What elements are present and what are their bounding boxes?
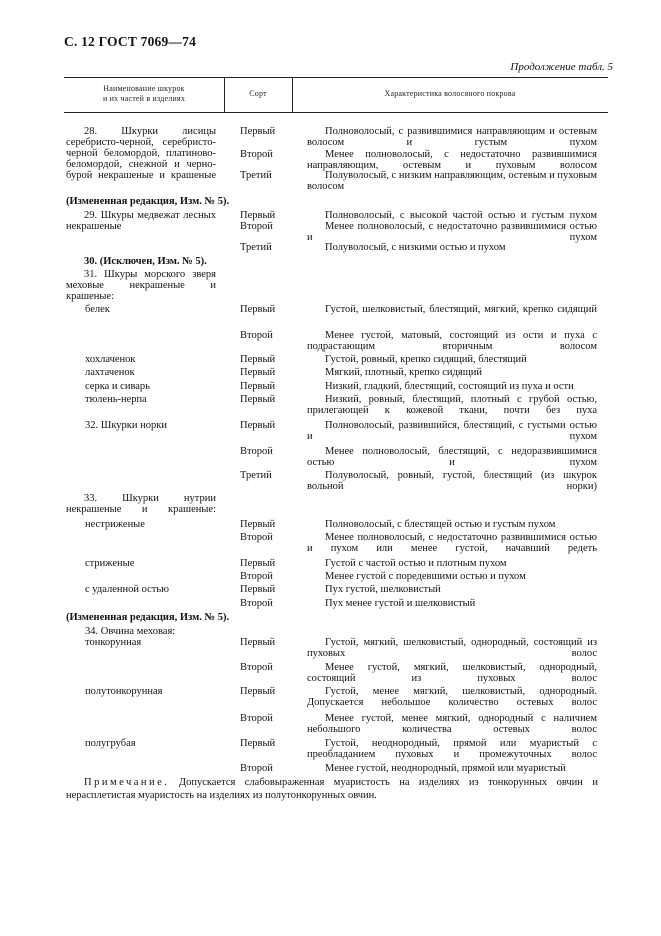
grade: Первый xyxy=(240,354,276,365)
characteristic: Мягкий, плотный, крепко сидящий xyxy=(325,367,483,378)
characteristic: Полноволосый, с развившимися направляющим и остевым волосом и густым пухом xyxy=(307,126,597,148)
header-name: Наименование шкурок и их частей в изделиях xyxy=(102,84,186,103)
characteristic: Менее полноволосый, с недостаточно развившимися остью и пухом xyxy=(307,221,597,243)
item-name: 31. Шкуры морского зверя меховые некрашеные и крашеные: xyxy=(66,269,216,302)
characteristic: Низкий, гладкий, блестящий, состоящий из пуха и ости xyxy=(325,381,574,392)
characteristic: Пух густой, шелковистый xyxy=(325,584,441,595)
column-divider-2 xyxy=(292,77,293,112)
grade: Первый xyxy=(240,584,276,595)
characteristic: Густой, менее мягкий, шелковистый, однородный. Допускается небольшое количество остевых волос xyxy=(307,686,597,708)
header-characteristic: Характеристика волосяного покрова xyxy=(384,89,516,98)
grade: Первый xyxy=(240,637,276,648)
grade: Первый xyxy=(240,367,276,378)
amendment-note: (Измененная редакция, Изм. № 5). xyxy=(66,612,230,623)
characteristic: Густой, мягкий, шелковистый, однородный, состоящий из пуховых волос xyxy=(307,637,597,659)
grade: Второй xyxy=(240,713,273,724)
item-subname: стриженые xyxy=(85,558,135,569)
grade: Первый xyxy=(240,304,276,315)
grade: Второй xyxy=(240,571,273,582)
characteristic: Густой с частой остью и плотным пухом xyxy=(325,558,507,569)
footnote-label: Примечание. xyxy=(84,777,170,788)
footnote xyxy=(66,776,598,802)
grade: Второй xyxy=(240,446,273,457)
grade: Второй xyxy=(240,149,273,160)
characteristic: Менее густой с поредевшими остью и пухом xyxy=(325,571,526,582)
characteristic: Полуволосый, с низким направляющим, остевым и пуховым волосом xyxy=(307,170,597,192)
item-subname: серка и сиварь xyxy=(85,381,150,392)
item-subname: лахтаченок xyxy=(85,367,135,378)
item-subname: тюлень-нерпа xyxy=(85,394,147,405)
characteristic: Менее густой, мягкий, шелковистый, однородный, состоящий из пуховых волос xyxy=(307,662,597,684)
grade: Первый xyxy=(240,381,276,392)
characteristic: Менее полноволосый, с недостаточно развившимися остью и пухом или менее густой, начавший редеть xyxy=(307,532,597,554)
item-subname: хохлаченок xyxy=(85,354,136,365)
item-subname: полугрубая xyxy=(85,738,136,749)
excluded-item: 30. (Исключен, Изм. № 5). xyxy=(84,256,207,267)
characteristic: Полноволосый, с высокой частой остью и густым пухом xyxy=(325,210,597,221)
grade: Третий xyxy=(240,470,272,481)
grade: Третий xyxy=(240,242,272,253)
grade: Первый xyxy=(240,686,276,697)
continuation-label: Продолжение табл. 5 xyxy=(510,61,613,73)
item-name: 32. Шкурки норки xyxy=(85,420,167,431)
characteristic: Менее густой, матовый, состоящий из ости и пуха с подрастающим вторичным волосом xyxy=(307,330,597,352)
grade: Первый xyxy=(240,558,276,569)
grade: Первый xyxy=(240,126,276,137)
characteristic: Полуволосый, с низкими остью и пухом xyxy=(325,242,506,253)
header-grade: Сорт xyxy=(249,89,267,98)
characteristic: Густой, ровный, крепко сидящий, блестящий xyxy=(325,354,527,365)
characteristic: Пух менее густой и шелковистый xyxy=(325,598,476,609)
characteristic: Густой, неоднородный, прямой или муаристый с преобладанием пуховых и промежуточных волос xyxy=(307,738,597,760)
item-name: 29. Шкуры медвежат лесных некрашеные xyxy=(66,210,216,232)
grade: Второй xyxy=(240,532,273,543)
item-subname: тонкорунная xyxy=(85,637,142,648)
characteristic: Менее полноволосый, с недостаточно развившимися направляющим, остевым и пуховым волосом xyxy=(307,149,597,171)
grade: Третий xyxy=(240,170,272,181)
grade: Второй xyxy=(240,598,273,609)
characteristic: Менее полноволосый, блестящий, с недоразвившимися остью и пухом xyxy=(307,446,597,468)
grade: Второй xyxy=(240,221,273,232)
item-subname: белек xyxy=(85,304,110,315)
characteristic: Густой, шелковистый, блестящий, мягкий, крепко сидящий xyxy=(325,304,597,315)
item-name: 33. Шкурки нутрии некрашеные и крашеные: xyxy=(66,493,216,515)
characteristic: Менее густой, неоднородный, прямой или муаристый xyxy=(325,763,566,774)
grade: Первый xyxy=(240,738,276,749)
item-subname: с удаленной остью xyxy=(85,584,169,595)
column-divider-1 xyxy=(224,77,225,112)
table-header-rule xyxy=(64,112,608,113)
grade: Второй xyxy=(240,662,273,673)
characteristic: Полноволосый, с блестящей остью и густым пухом xyxy=(325,519,556,530)
grade: Первый xyxy=(240,394,276,405)
characteristic: Полуволосый, ровный, густой, блестящий (из шкурок вольной норки) xyxy=(307,470,597,492)
characteristic: Полноволосый, развившийся, блестящий, с густыми остью и пухом xyxy=(307,420,597,442)
amendment-note: (Измененная редакция, Изм. № 5). xyxy=(66,196,230,207)
grade: Второй xyxy=(240,763,273,774)
table-top-rule xyxy=(64,77,608,78)
grade: Первый xyxy=(240,519,276,530)
item-name: 28. Шкурки лисицы серебристо-черной, серебристо-черной беломордой, платиново-беломордой, снежной и черно-бурой некрашеные и крашеные xyxy=(66,126,216,181)
characteristic: Менее густой, менее мягкий, однородный с наличием небольшого количества остевых волос xyxy=(307,713,597,735)
grade: Второй xyxy=(240,330,273,341)
grade: Первый xyxy=(240,420,276,431)
characteristic: Низкий, ровный, блестящий, плотный с грубой остью, прилегающей к кожевой ткани, почти без пуха xyxy=(307,394,597,416)
item-subname: нестриженые xyxy=(85,519,145,530)
item-name: 34. Овчина меховая: xyxy=(85,626,176,637)
item-subname: полутонкорунная xyxy=(85,686,163,697)
page-header: С. 12 ГОСТ 7069—74 xyxy=(64,34,197,49)
footnote-text: Допускается слабовыраженная муаристость на изделиях из тонкорунных овчин и нерасплетистая муаристость на изделиях из полутонкорунных овчин. xyxy=(66,777,598,801)
grade: Первый xyxy=(240,210,276,221)
